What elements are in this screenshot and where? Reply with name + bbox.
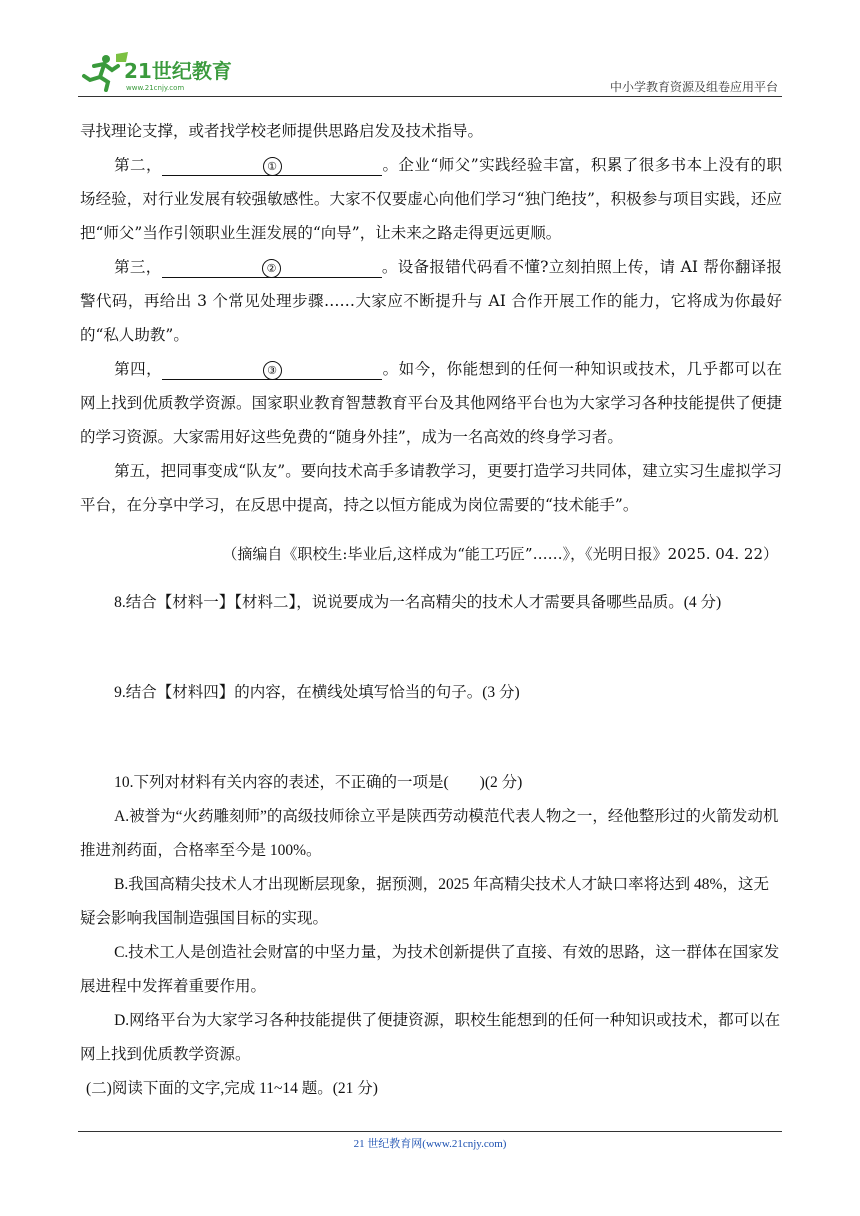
paragraph-text: 。设备报错代码看不懂?立刻拍照上传，请 AI 帮你翻译报警代码，再给出 3 个常见处理步骤……大家应不断提升与 AI 合作开展工作的能力，它将成为你最好的“私人助教”。 xyxy=(80,258,782,344)
fill-blank-2[interactable] xyxy=(162,257,382,278)
option-a[interactable]: A.被誉为“火药雕刻师”的高级技师徐立平是陕西劳动模范代表人物之一，经他整形过的火箭发动机推进剂药面，合格率至今是 100%。 xyxy=(80,808,779,859)
header-divider xyxy=(78,96,782,97)
footer-link[interactable]: 21 世纪教育网(www.21cnjy.com) xyxy=(353,1138,507,1150)
emphasis-word: 不 xyxy=(334,774,351,791)
paragraph-fourth xyxy=(80,352,782,454)
option-b[interactable]: B.我国高精尖技术人才出现断层现象，据预测，2025 年高精尖技术人才缺口率将达到 48%，这无疑会影响我国制造强国目标的实现。 xyxy=(80,876,769,927)
question-9: 9.结合【材料四】的内容，在横线处填写恰当的句子。(3 分) xyxy=(114,684,520,701)
question-text: 正确的一项是( )(2 分) xyxy=(350,774,523,791)
paragraph-lead: 第二， xyxy=(114,156,162,174)
answer-space xyxy=(80,620,782,676)
option-d[interactable]: D.网络平台为大家学习各种技能提供了便捷资源，职校生能想到的任何一种知识或技术，都可以在网上找到优质教学资源。 xyxy=(80,1012,781,1063)
blank-number: ① xyxy=(263,157,282,176)
paragraph-lead: 第四， xyxy=(114,360,163,378)
logo-text: 21世纪教育 xyxy=(124,59,232,83)
footer-divider xyxy=(78,1131,782,1132)
paragraph-third xyxy=(80,250,782,352)
paragraph-fifth: 第五，把同事变成“队友”。要向技术高手多请教学习，更要打造学习共同体，建立实习生虚拟学习平台，在分享中学习，在反思中提高，持之以恒方能成为岗位需要的“技术能手”。 xyxy=(80,462,782,514)
paragraph-lead: 第三， xyxy=(114,258,162,276)
answer-space xyxy=(80,710,782,766)
site-logo xyxy=(76,50,246,96)
paragraph-continuation: 寻找理论支撑，或者找学校老师提供思路启发及技术指导。 xyxy=(80,122,484,140)
runner-icon xyxy=(84,52,128,90)
logo-url: www.21cnjy.com xyxy=(126,84,185,92)
paragraph-second xyxy=(80,148,782,250)
source-citation: （摘编自《职校生:毕业后,这样成为“能工巧匠”……》，《光明日报》2025. 04. 22） xyxy=(222,545,778,563)
platform-name: 中小学教育资源及组卷应用平台 xyxy=(609,80,778,94)
question-text: 10.下列对材料有关内容的表述， xyxy=(114,774,335,791)
question-8: 8.结合【材料一】【材料二】，说说要成为一名高精尖的技术人才需要具备哪些品质。(4 分) xyxy=(114,594,722,611)
question-10 xyxy=(80,766,782,800)
option-c[interactable]: C.技术工人是创造社会财富的中坚力量，为技术创新提供了直接、有效的思路，这一群体在国家发展进程中发挥着重要作用。 xyxy=(80,944,780,995)
section-heading: (二)阅读下面的文字,完成 11~14 题。(21 分) xyxy=(86,1080,378,1097)
paragraph-text: 。如今，你能想到的任何一种知识或技术，几乎都可以在网上找到优质教学资源。国家职业教育智慧教育平台及其他网络平台也为大家学习各种技能提供了便捷的学习资源。大家需用好这些免费的“随身外挂”，成为一名高效的终身学习者。 xyxy=(80,360,782,446)
blank-number: ② xyxy=(262,259,281,278)
paragraph-text: 。企业“师父”实践经验丰富，积累了很多书本上没有的职场经验，对行业发展有较强敏感性。大家不仅要虚心向他们学习“独门绝技”，积极参与项目实践，还应把“师父”当作引领职业生涯发展的“向导”，让未来之路走得更远更顺。 xyxy=(80,156,782,242)
document-body xyxy=(80,114,782,1106)
blank-number: ③ xyxy=(263,361,282,380)
fill-blank-3[interactable] xyxy=(162,359,382,380)
fill-blank-1[interactable] xyxy=(162,155,382,176)
